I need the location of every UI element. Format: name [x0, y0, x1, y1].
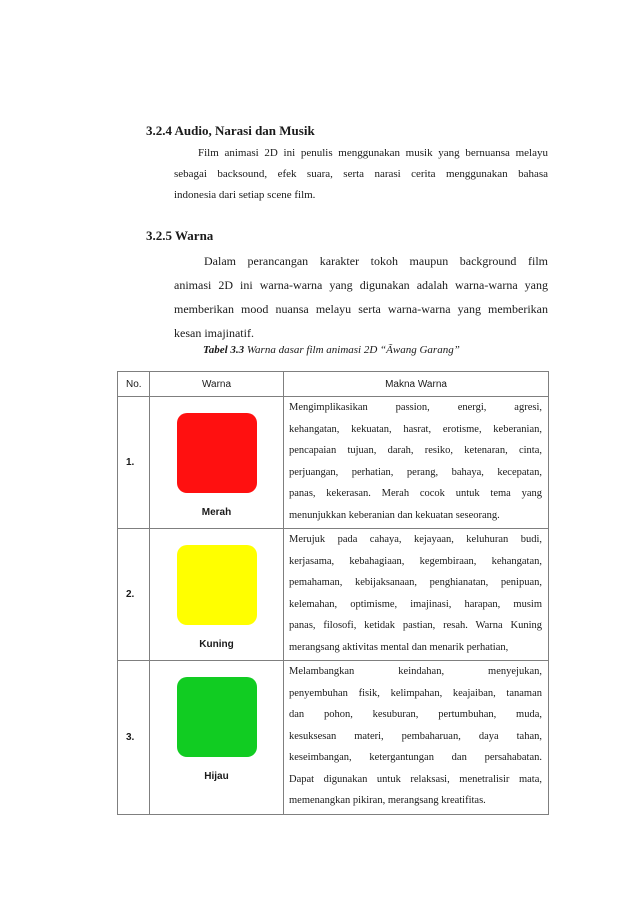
color-table	[117, 371, 549, 815]
paragraph-line: animasi 2D ini warna-warna yang digunakan adalah warna-warna yang	[174, 278, 548, 292]
meaning-line: memenangkan pikiran, merangsang kreatifitas.	[289, 795, 486, 806]
table-row	[118, 529, 549, 661]
paragraph-line: Dalam perancangan karakter tokoh maupun background film	[204, 254, 548, 268]
table-caption-label: Tabel 3.3	[203, 344, 245, 356]
color-name: Hijau	[204, 771, 229, 782]
header-makna: Makna Warna	[284, 372, 549, 397]
meaning-line: pemahaman, kebijaksanaan, penghianatan, penipuan,	[289, 577, 542, 588]
table-row	[118, 397, 549, 529]
meaning-cell	[284, 529, 549, 661]
meaning-line: perjuangan, perhatian, perang, bahaya, kecepatan,	[289, 466, 542, 478]
paragraph-audio	[174, 143, 548, 206]
meaning-line: pencapaian tujuan, darah, resiko, ketenaran, cinta,	[289, 445, 542, 456]
color-swatch	[177, 413, 257, 493]
paragraph-line: Film animasi 2D ini penulis menggunakan musik yang bernuansa melayu	[198, 147, 548, 159]
meaning-line: kehangatan, kekuatan, hasrat, erotisme, keberanian,	[289, 423, 542, 435]
header-no: No.	[118, 372, 150, 397]
meaning-line: kesuksesan materi, pembaharuan, daya tahan,	[289, 730, 542, 742]
meaning-cell	[284, 661, 549, 815]
section-heading-3-2-5: 3.2.5 Warna	[146, 228, 214, 243]
meaning-cell	[284, 397, 549, 529]
paragraph-line: indonesia dari setiap scene film.	[174, 189, 316, 201]
meaning-line: Merujuk pada cahaya, kejayaan, keluhuran budi,	[289, 534, 542, 545]
table-caption	[174, 344, 548, 356]
table-caption-text: Warna dasar film animasi 2D “Ãwang Garang”	[244, 344, 460, 356]
meaning-line: keseimbangan, ketergantungan dan persahabatan.	[289, 752, 542, 763]
header-warna: Warna	[150, 372, 284, 397]
meaning-line: kelemahan, optimisme, imajinasi, harapan, musim	[289, 598, 542, 610]
row-number: 3.	[118, 661, 150, 815]
meaning-line: panas, filosofi, ketidak pastian, resah. Warna Kuning	[289, 620, 542, 631]
meaning-line: penyembuhan fisik, kelimpahan, keajaiban, tanaman	[289, 687, 542, 699]
meaning-line: Melambangkan keindahan, menyejukan,	[289, 666, 542, 677]
row-number: 2.	[118, 529, 150, 661]
meaning-line: merangsang aktivitas mental dan menarik perhatian,	[289, 641, 509, 653]
row-number: 1.	[118, 397, 150, 529]
paragraph-line: memberikan mood nuansa melayu serta warna-warna yang memberikan	[174, 302, 548, 316]
meaning-line: menunjukkan keberanian dan kekuatan seseorang.	[289, 509, 500, 521]
meaning-line: kerjasama, kebahagiaan, kegembiraan, kehangatan,	[289, 555, 542, 567]
color-swatch	[177, 677, 257, 757]
color-cell	[150, 397, 284, 529]
meaning-line: Dapat digunakan untuk relaksasi, menetralisir mata,	[289, 773, 542, 785]
table-row	[118, 661, 549, 815]
meaning-line: Mengimplikasikan passion, energi, agresi,	[289, 402, 542, 413]
color-name: Kuning	[199, 639, 234, 650]
color-name: Merah	[201, 507, 232, 518]
meaning-line: dan pohon, kesuburan, pertumbuhan, muda,	[289, 709, 542, 720]
color-cell	[150, 661, 284, 815]
meaning-line: panas, kekerasan. Merah cocok untuk tema yang	[289, 488, 542, 499]
paragraph-line: sebagai backsound, efek suara, serta narasi cerita menggunakan bahasa	[174, 168, 548, 180]
section-heading-3-2-4: 3.2.4 Audio, Narasi dan Musik	[146, 123, 315, 138]
color-swatch	[177, 545, 257, 625]
paragraph-line: kesan imajinatif.	[174, 326, 254, 340]
paragraph-warna	[174, 249, 548, 345]
table-header-row	[118, 372, 549, 397]
color-cell	[150, 529, 284, 661]
